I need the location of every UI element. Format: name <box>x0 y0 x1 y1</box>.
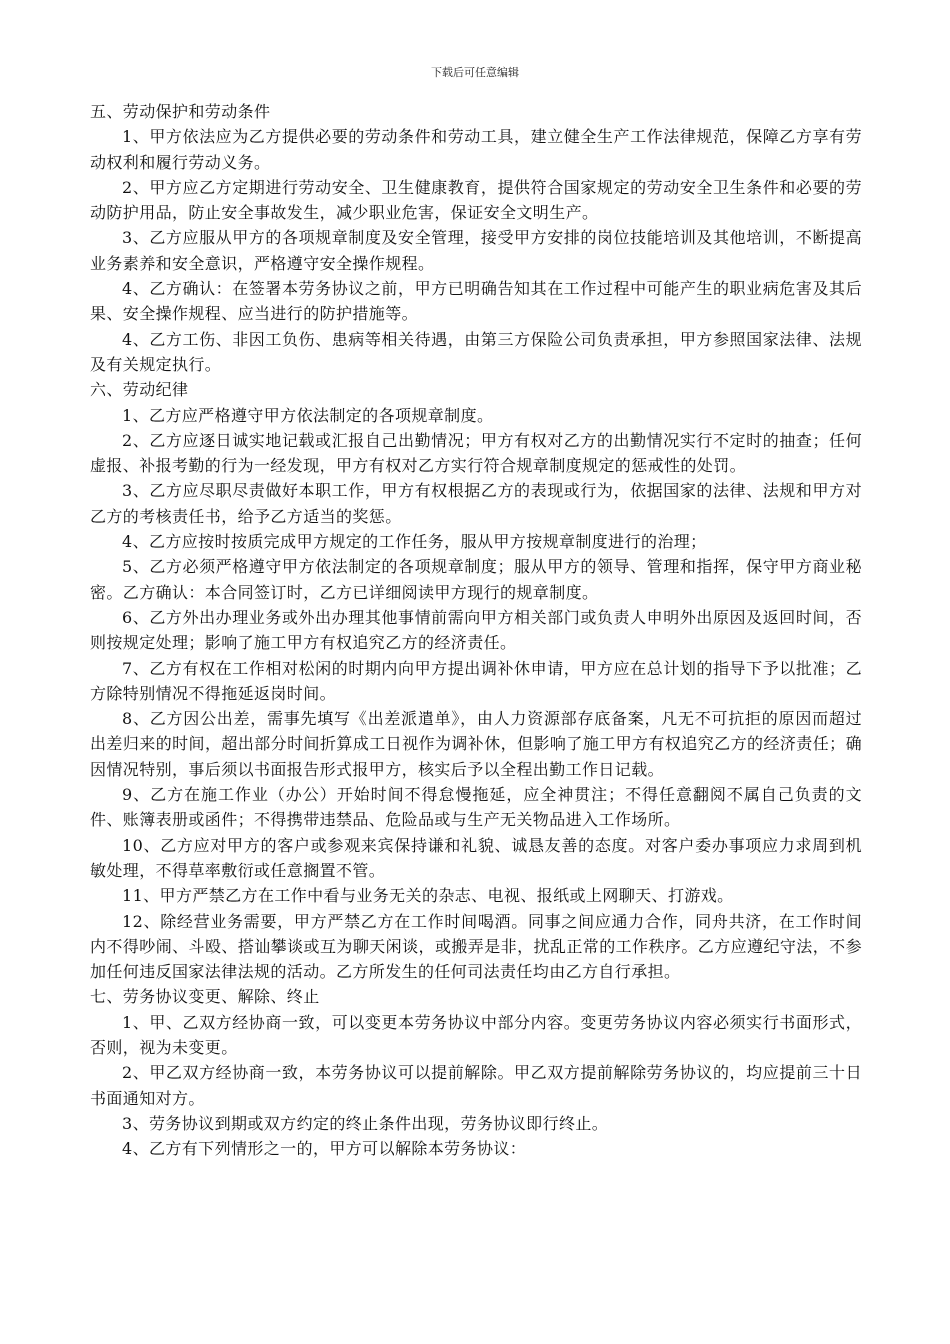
clause-paragraph: 3、乙方应尽职尽责做好本职工作，甲方有权根据乙方的表现或行为，依据国家的法律、法规和甲方对乙方的考核责任书，给予乙方适当的奖惩。 <box>90 481 862 526</box>
clause-paragraph: 3、劳务协议到期或双方约定的终止条件出现，劳务协议即行终止。 <box>122 1113 609 1133</box>
clause-paragraph: 12、除经营业务需要，甲方严禁乙方在工作时间喝酒。同事之间应通力合作，同舟共济，在工作时间内不得吵闹、斗殴、搭讪攀谈或互为聊天闲谈，或搬弄是非，扰乱正常的工作秩序。乙方应遵纪守法，不参加任何违反国家法律法规的活动。乙方所发生的任何司法责任均由乙方自行承担。 <box>90 911 862 982</box>
clause-paragraph: 1、乙方应严格遵守甲方依法制定的各项规章制度。 <box>122 405 494 425</box>
clause-paragraph: 4、乙方工伤、非因工负伤、患病等相关待遇，由第三方保险公司负责承担，甲方参照国家法律、法规及有关规定执行。 <box>90 329 862 374</box>
clause-paragraph: 7、乙方有权在工作相对松闲的时期内向甲方提出调补休申请，甲方应在总计划的指导下予以批准；乙方除特别情况不得拖延返岗时间。 <box>90 658 862 703</box>
clause-paragraph: 2、乙方应逐日诚实地记载或汇报自己出勤情况；甲方有权对乙方的出勤情况实行不定时的抽查；任何虚报、补报考勤的行为一经发现，甲方有权对乙方实行符合规章制度规定的惩戒性的处罚。 <box>90 430 862 476</box>
clause-paragraph: 2、甲方应乙方定期进行劳动安全、卫生健康教育，提供符合国家规定的劳动安全卫生条件和必要的劳动防护用品，防止安全事故发生，减少职业危害，保证安全文明生产。 <box>90 177 862 223</box>
clause-paragraph: 11、甲方严禁乙方在工作中看与业务无关的杂志、电视、报纸或上网聊天、打游戏。 <box>122 886 734 906</box>
clause-paragraph: 3、乙方应服从甲方的各项规章制度及安全管理，接受甲方安排的岗位技能培训及其他培训，不断提高业务素养和安全意识，严格遵守安全操作规程。 <box>90 228 862 273</box>
clause-paragraph: 4、乙方有下列情形之一的，甲方可以解除本劳务协议： <box>122 1139 527 1159</box>
clause-paragraph: 1、甲、乙双方经协商一致，可以变更本劳务协议中部分内容。变更劳务协议内容必须实行书面形式，否则，视为未变更。 <box>90 1012 862 1057</box>
clause-paragraph: 2、甲乙双方经协商一致，本劳务协议可以提前解除。甲乙双方提前解除劳务协议的，均应提前三十日书面通知对方。 <box>90 1063 862 1108</box>
clause-paragraph: 1、甲方依法应为乙方提供必要的劳动条件和劳动工具，建立健全生产工作法律规范，保障乙方享有劳动权利和履行劳动义务。 <box>90 127 862 172</box>
clause-paragraph: 4、乙方确认：在签署本劳务协议之前，甲方已明确告知其在工作过程中可能产生的职业病危害及其后果、安全操作规程、应当进行的防护措施等。 <box>90 279 862 324</box>
section-heading-7: 七、劳务协议变更、解除、终止 <box>90 987 320 1007</box>
clause-paragraph: 4、乙方应按时按质完成甲方规定的工作任务，服从甲方按规章制度进行的治理； <box>122 532 707 552</box>
clause-paragraph: 6、乙方外出办理业务或外出办理其他事情前需向甲方相关部门或负责人申明外出原因及返回时间，否则按规定处理；影响了施工甲方有权追究乙方的经济责任。 <box>90 607 862 653</box>
clause-paragraph: 8、乙方因公出差，需事先填写《出差派遣单》，由人力资源部存底备案，凡无不可抗拒的原因而超过出差归来的时间，超出部分时间折算成工日视作为调补休，但影响了施工甲方有权追究乙方的经济责任；确因情况特别，事后须以书面报告形式报甲方，核实后予以全程出勤工作日记载。 <box>90 709 862 779</box>
page-header: 下载后可任意编辑 <box>431 66 519 79</box>
section-heading-5: 五、劳动保护和劳动条件 <box>90 102 271 121</box>
clause-paragraph: 5、乙方必须严格遵守甲方依法制定的各项规章制度；服从甲方的领导、管理和指挥，保守甲方商业秘密。乙方确认：本合同签订时，乙方已详细阅读甲方现行的规章制度。 <box>90 557 862 602</box>
clause-paragraph: 9、乙方在施工作业（办公）开始时间不得怠慢拖延，应全神贯注；不得任意翻阅不属自己负责的文件、账簿表册或函件；不得携带违禁品、危险品或与生产无关物品进入工作场所。 <box>90 785 862 830</box>
document-body <box>90 99 862 1161</box>
clause-paragraph: 10、乙方应对甲方的客户或参观来宾保持谦和礼貌、诚恳友善的态度。对客户委办事项应力求周到机敏处理，不得草率敷衍或任意搁置不管。 <box>90 835 862 880</box>
section-heading-6: 六、劳动纪律 <box>90 380 189 400</box>
